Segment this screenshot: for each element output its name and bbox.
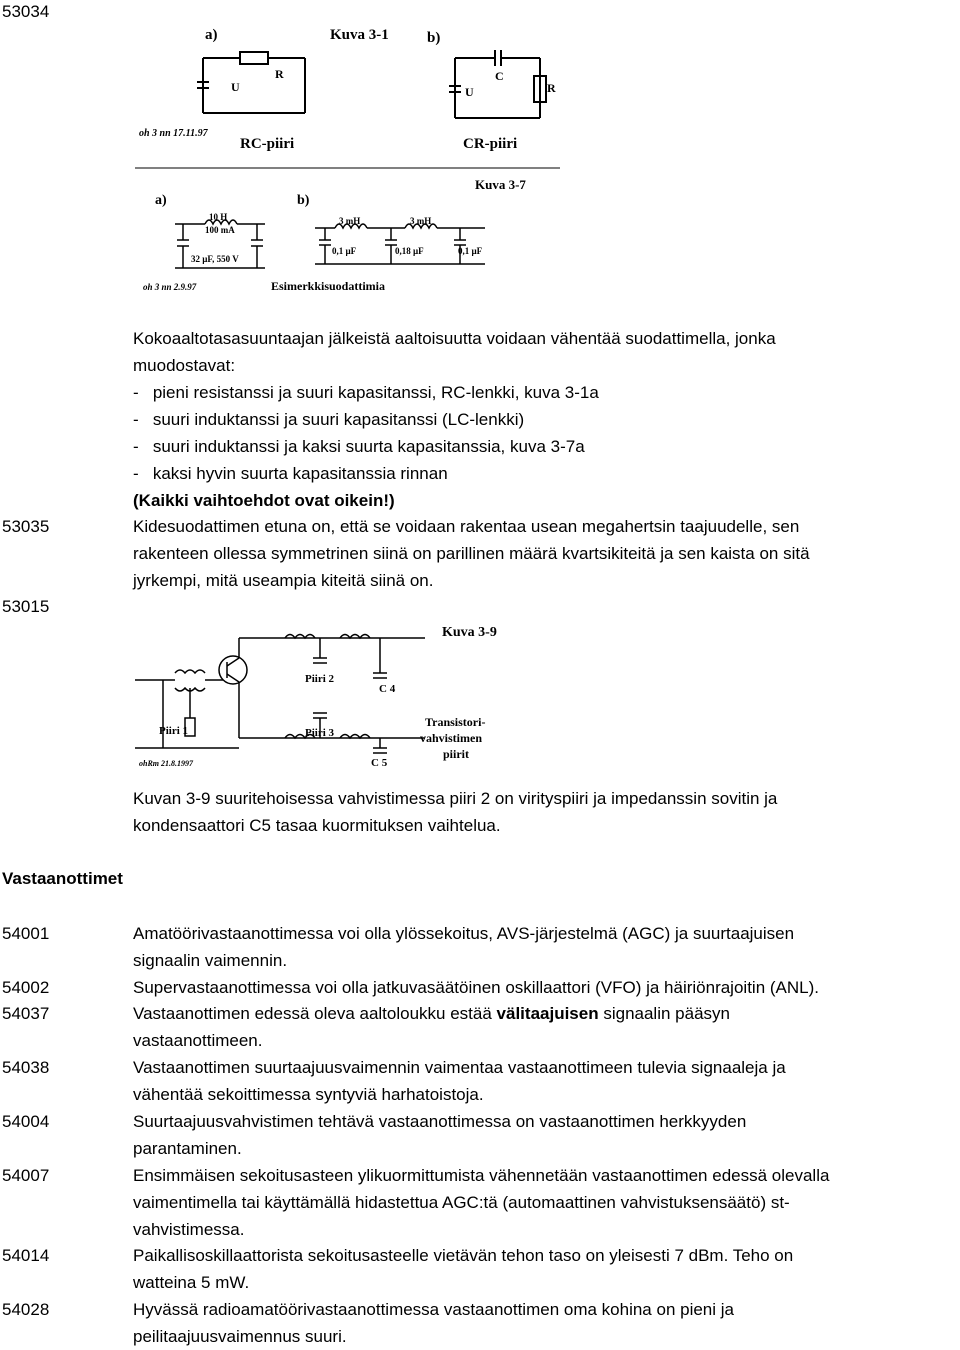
option-line: - suuri induktanssi ja kaksi suurta kapasitanssia, kuva 3-7a (133, 437, 585, 456)
text-line: vahvistimessa. (133, 1220, 245, 1239)
text-line: watteina 5 mW. (133, 1273, 250, 1292)
question-54004 (133, 1108, 956, 1162)
text-line: jyrkempi, mitä useampia kiteitä siinä on. (133, 571, 434, 590)
rc-caption: RC-piiri (240, 136, 295, 152)
text-line: muodostavat: (133, 356, 236, 375)
text-line: kondensaattori C5 tasaa kuormituksen vaihtelua. (133, 816, 501, 835)
question-number: 54004 (2, 1112, 50, 1131)
piiri2-label: Piiri 2 (305, 673, 335, 685)
question-number: 54002 (2, 978, 50, 997)
date-note: oh 3 nn 17.11.97 (139, 128, 208, 139)
piiri3-label: Piiri 3 (305, 727, 335, 739)
question-53035 (133, 513, 956, 594)
c-label: C (495, 69, 504, 83)
rc-circuit (197, 52, 305, 113)
question-54001 (133, 920, 956, 974)
label-a2: a) (155, 193, 167, 208)
date-note-2: oh 3 nn 2.9.97 (143, 282, 197, 292)
vahvistimen-label: vahvistimen (420, 731, 483, 745)
question-number: 54038 (2, 1058, 50, 1077)
c018-label: 0,18 µF (395, 246, 424, 256)
text-line: Supervastaanottimessa voi olla jatkuvasäätöinen oskillaattori (VFO) ja häiriönrajoitin (ANL). (133, 978, 819, 997)
text-line: Kidesuodattimen etuna on, että se voidaan rakentaa usean megahertsin taajuudelle, sen (133, 517, 800, 536)
question-54014 (133, 1242, 956, 1296)
c01b-label: 0,1 µF (458, 246, 483, 256)
question-number: 53035 (2, 517, 50, 536)
cr-caption: CR-piiri (463, 136, 518, 152)
question-number: 54001 (2, 924, 50, 943)
ind-current: 100 mA (205, 225, 235, 235)
option-line: - kaksi hyvin suurta kapasitanssia rinnan (133, 464, 448, 483)
answer-note: (Kaikki vaihtoehdot ovat oikein!) (133, 491, 395, 510)
label-b2: b) (297, 193, 310, 208)
text-line: Paikallisoskillaattorista sekoitusasteelle vietävän tehon taso on yleisesti 7 dBm. Teho on (133, 1246, 794, 1265)
text-line: Hyvässä radioamatöörivastaanottimessa vastaanottimen oma kohina on pieni ja (133, 1300, 734, 1319)
figure-rc-cr-filters (135, 18, 565, 298)
text-line: Kokoaaltotasasuuntaajan jälkeistä aaltoisuutta voidaan vähentää suodattimella, jonka (133, 329, 776, 348)
c4-label: C 4 (379, 683, 396, 695)
u-label-b: U (465, 85, 474, 99)
text-part: Vastaanottimen edessä oleva aaltoloukku estää (133, 1004, 497, 1023)
c5-label: C 5 (371, 757, 388, 768)
mh1-label: 3 mH (339, 216, 361, 226)
u-label: U (231, 80, 240, 94)
figure-transistor-amplifier (135, 618, 515, 768)
piirit-label: piirit (443, 747, 469, 761)
piiri1-label: Piiri 1 (159, 725, 189, 737)
text-line: rakenteen ollessa symmetrinen siinä on parillinen määrä kvartsikiteitä ja sen kaista on sitä (133, 544, 810, 563)
question-54038 (133, 1054, 956, 1108)
label-a: a) (205, 27, 218, 43)
transistori-label: Transistori- (425, 715, 486, 729)
text-part: signaalin pääsyn (598, 1004, 730, 1023)
text-line: signaalin vaimennin. (133, 951, 288, 970)
question-54002 (133, 974, 956, 1001)
r-label: R (275, 67, 284, 81)
mh2-label: 3 mH (410, 216, 432, 226)
question-53034 (133, 325, 956, 514)
text-line: Vastaanottimen suurtaajuusvaimennin vaimentaa vastaanottimeen tulevia signaaleja ja (133, 1058, 786, 1077)
bold-term: välitaajuisen (496, 1004, 599, 1023)
section-title: Vastaanottimet (2, 869, 123, 888)
question-54028 (133, 1296, 956, 1350)
question-number: 54014 (2, 1246, 50, 1265)
question-number: 54007 (2, 1166, 50, 1185)
question-54037 (133, 1000, 956, 1054)
r-label-b: R (547, 81, 556, 95)
text-line: vaimentimella tai käyttämällä hidastettua AGC:tä (automaattinen vahvistuksensäätö) st- (133, 1193, 790, 1212)
question-53015 (133, 785, 956, 839)
cr-circuit (449, 50, 546, 118)
question-54007 (133, 1162, 956, 1243)
option-line: - suuri induktanssi ja suuri kapasitanssi (LC-lenkki) (133, 410, 525, 429)
question-number: 54028 (2, 1300, 50, 1319)
caps-label: 32 µF, 550 V (191, 254, 239, 264)
text-line: Suurtaajuusvahvistimen tehtävä vastaanottimessa on vastaanottimen herkkyyden (133, 1112, 747, 1131)
lc-filter-b (315, 224, 485, 264)
c01a-label: 0,1 µF (332, 246, 357, 256)
kuva31-caption: Kuva 3-1 (330, 27, 389, 43)
text-line: parantaminen. (133, 1139, 242, 1158)
text-line: Kuvan 3-9 suuritehoisessa vahvistimessa piiri 2 on virityspiiri ja impedanssin sovitin ja (133, 789, 778, 808)
kuva37-caption: Kuva 3-7 (475, 177, 526, 192)
text-line: Amatöörivastaanottimessa voi olla ylössekoitus, AVS-järjestelmä (AGC) ja suurtaajuisen (133, 924, 795, 943)
text-line: peilitaajuusvaimennus suuri. (133, 1327, 347, 1346)
question-number: 53015 (2, 597, 50, 616)
question-number: 54037 (2, 1004, 50, 1023)
kuva39-caption: Kuva 3-9 (442, 625, 497, 640)
label-b: b) (427, 30, 441, 46)
text-line (133, 1000, 956, 1027)
text-line: vähentää sekoittimessa syntyviä harhatoistoja. (133, 1085, 484, 1104)
option-line: - pieni resistanssi ja suuri kapasitanssi, RC-lenkki, kuva 3-1a (133, 383, 599, 402)
esim-caption: Esimerkkisuodattimia (271, 279, 386, 293)
question-number: 53034 (2, 2, 50, 21)
fig-date-note: ohRm 21.8.1997 (139, 759, 194, 768)
text-line: Ensimmäisen sekoitusasteen ylikuormittumista vähennetään vastaanottimen edessä olevalla (133, 1166, 830, 1185)
ind-label: 10 H (209, 212, 228, 222)
text-line: vastaanottimeen. (133, 1031, 263, 1050)
